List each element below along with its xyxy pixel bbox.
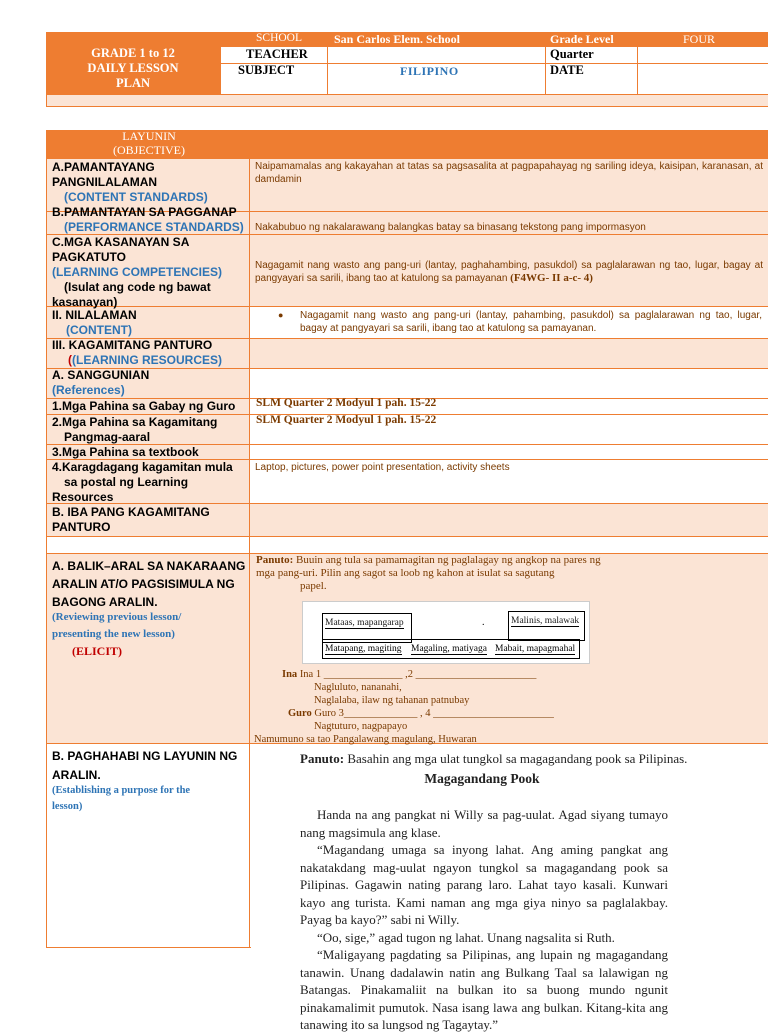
poem-line-1: Ina Ina 1 _______________ ,2 _______________________ (282, 669, 537, 680)
story-paragraph-4: “Maligayang pagdating sa Pilipinas, ang lupain ng magagandang tanawin. Unang dadalawin natin ang Bulkang Taal sa lalawigan ng Batangas. Pinakamaliit na bulkan ito sa buong mundo ngunit pinakamalimit pumutok. Nasa isang lawa ang bulkan. Kitang-kita ang tanawing ito sa lungsod ng Tagaytay.” (300, 947, 668, 1032)
references-label: A. SANGGUNIAN (References) (52, 368, 150, 397)
choice-4: Magaling, matiyaga (411, 644, 487, 654)
poem-line-3: Naglalaba, ilaw ng tahanan patnubay (314, 695, 470, 706)
other-resources-row-bg (250, 503, 768, 536)
performance-standards-text: Nakabubuo ng nakalarawang balangkas batay sa binasang tekstong pang impormasyon (255, 222, 646, 233)
competencies-text: Nagagamit nang wasto ang pang-uri (lantay, paghahambing, pasukdol) sa paglalarawan ng tao, lugar, bagay at pangyayari sa sarili, ibang tao at katulong sa pamayanan (F4WG- II a-c- 4) (255, 260, 763, 284)
learner-materials-text: SLM Quarter 2 Modyul 1 pah. 15-22 (256, 414, 437, 426)
story-scan (283, 745, 688, 1032)
date-label: DATE (550, 63, 584, 77)
quarter-label: Quarter (550, 47, 594, 61)
objective-title (46, 130, 252, 157)
choice-5: Mabait, mapagmahal (495, 644, 576, 654)
review-instructions: Panuto: Buuin ang tula sa pamamagitan ng paglalagay ng angkop na pares ng mga pang-uri. Pilin ang sagot sa loob ng kahon at isulat sa sagutang papel. (256, 554, 601, 592)
header-title-line3: PLAN (115, 76, 151, 90)
teacher-guide-label: 1.Mga Pahina sa Gabay ng Guro (52, 399, 236, 413)
objective-title-line2: (OBJECTIVE) (113, 142, 185, 157)
content-standards-text: Naipamamalas ang kakayahan at tatas sa pagsasalita at pagpapahayag ng sariling ideya, kaisipan, karanasan, at damdamin (255, 161, 763, 185)
header-spacer-row (47, 95, 768, 106)
poem-line-5: Nagtuturo, nagpapayo (314, 721, 408, 732)
purpose-english-label: (Establishing a purpose for the lesson) (52, 785, 191, 812)
story-instructions: Panuto: Basahin ang mga ulat tungkol sa magagandang pook sa Pilipinas. (300, 751, 688, 766)
story-paragraph-1: Handa na ang pangkat ni Willy sa pag-uulat. Agad siyang tumayo nang magsimula ang klase. (300, 807, 668, 840)
poem (254, 668, 768, 746)
review-label: A. BALIK–ARAL SA NAKARAANG ARALIN AT/O PAGSISIMULA NG BAGONG ARALIN. (52, 559, 246, 609)
poem-line-6: Namumuno sa tao Pangalawang magulang, Huwaran (254, 734, 477, 745)
school-value: San Carlos Elem. School (334, 32, 461, 46)
story-title: Magagandang Pook (424, 771, 540, 786)
additional-resources-text: Laptop, pictures, power point presentation, activity sheets (255, 462, 510, 473)
choice-separator: . (482, 617, 485, 628)
choice-box-1: Mataas, mapangarap (322, 613, 412, 643)
subject-label: SUBJECT (238, 63, 295, 77)
story-body (300, 806, 668, 1034)
additional-resources-label: 4.Karagdagang kagamitan mula sa postal ng Learning Resources (52, 460, 233, 504)
grade-level-value: FOUR (683, 32, 716, 46)
teacher-label: TEACHER (246, 47, 308, 61)
content-bullet-icon: ● (278, 310, 284, 320)
learner-materials-label: 2.Mga Pahina sa Kagamitang Pangmag-aaral (52, 415, 218, 444)
performance-standards-label: B.PAMANTAYAN SA PAGGANAP (PERFORMANCE STANDARDS) (52, 205, 244, 234)
content-standards-label: A.PAMANTAYANG PANGNILALAMAN (CONTENT STANDARDS) (52, 160, 208, 204)
resources-label: III. KAGAMITANG PANTURO ((LEARNING RESOURCES) (52, 338, 223, 367)
story-paragraph-3: “Oo, sige,” agad tugon ng lahat. Unang nagsalita si Ruth. (317, 929, 615, 945)
poem-line-4: Guro Guro 3______________ , 4 _______________________ (288, 708, 554, 719)
header-title-line1: GRADE 1 to 12 (91, 46, 175, 60)
school-label: SCHOOL (256, 32, 303, 44)
objective-title-line1: LAYUNIN (122, 129, 176, 143)
elicit-label: (ELICIT) (72, 644, 123, 658)
purpose-label: B. PAGHAHABI NG LAYUNIN NG ARALIN. (52, 749, 238, 782)
competencies-label: C.MGA KASANAYAN SA PAGKATUTO (LEARNING COMPETENCIES) (Isulat ang code ng bawat kasanayan) (52, 235, 223, 309)
grade-level-label: Grade Level (550, 32, 614, 46)
choice-box-2: Malinis, malawak (508, 611, 585, 641)
competency-code: (F4WG- II a-c- 4) (510, 272, 593, 284)
poem-line-2: Nagluluto, nananahi, (314, 682, 402, 693)
textbook-label: 3.Mga Pahina sa textbook (52, 445, 199, 459)
subject-value: FILIPINO (400, 64, 459, 78)
resources-row-bg (250, 338, 768, 368)
other-resources-label: B. IBA PANG KAGAMITANG PANTURO (52, 505, 210, 534)
teacher-guide-text: SLM Quarter 2 Modyul 1 pah. 15-22 (256, 397, 437, 409)
review-english-label: (Reviewing previous lesson/ presenting the new lesson) (52, 611, 182, 640)
choice-3: Matapang, magiting (325, 644, 402, 654)
header-title (46, 46, 220, 91)
content-label: II. NILALAMAN (CONTENT) (52, 308, 137, 337)
content-text: Nagagamit nang wasto ang pang-uri (lantay, pahambing, pasukdol) sa paglalarawan ng tao, lugar, bagay at pangyayari sa sarili, ibang tao at katulong sa pamayanan. (300, 310, 762, 334)
story-paragraph-2: “Magandang umaga sa inyong lahat. Ang aming pangkat ang nakatakdang mag-uulat ngayon tungkol sa magagandang pook sa Pilipinas. Gagawin nating parang laro. Lahat tayo kasali. Kunwari kayo ang turista. Kami naman ang mga giya ninyo sa paglalakbay. Payag ba kayo?” sabi ni Willy. (300, 842, 668, 927)
header-title-line2: DAILY LESSON (87, 61, 179, 75)
